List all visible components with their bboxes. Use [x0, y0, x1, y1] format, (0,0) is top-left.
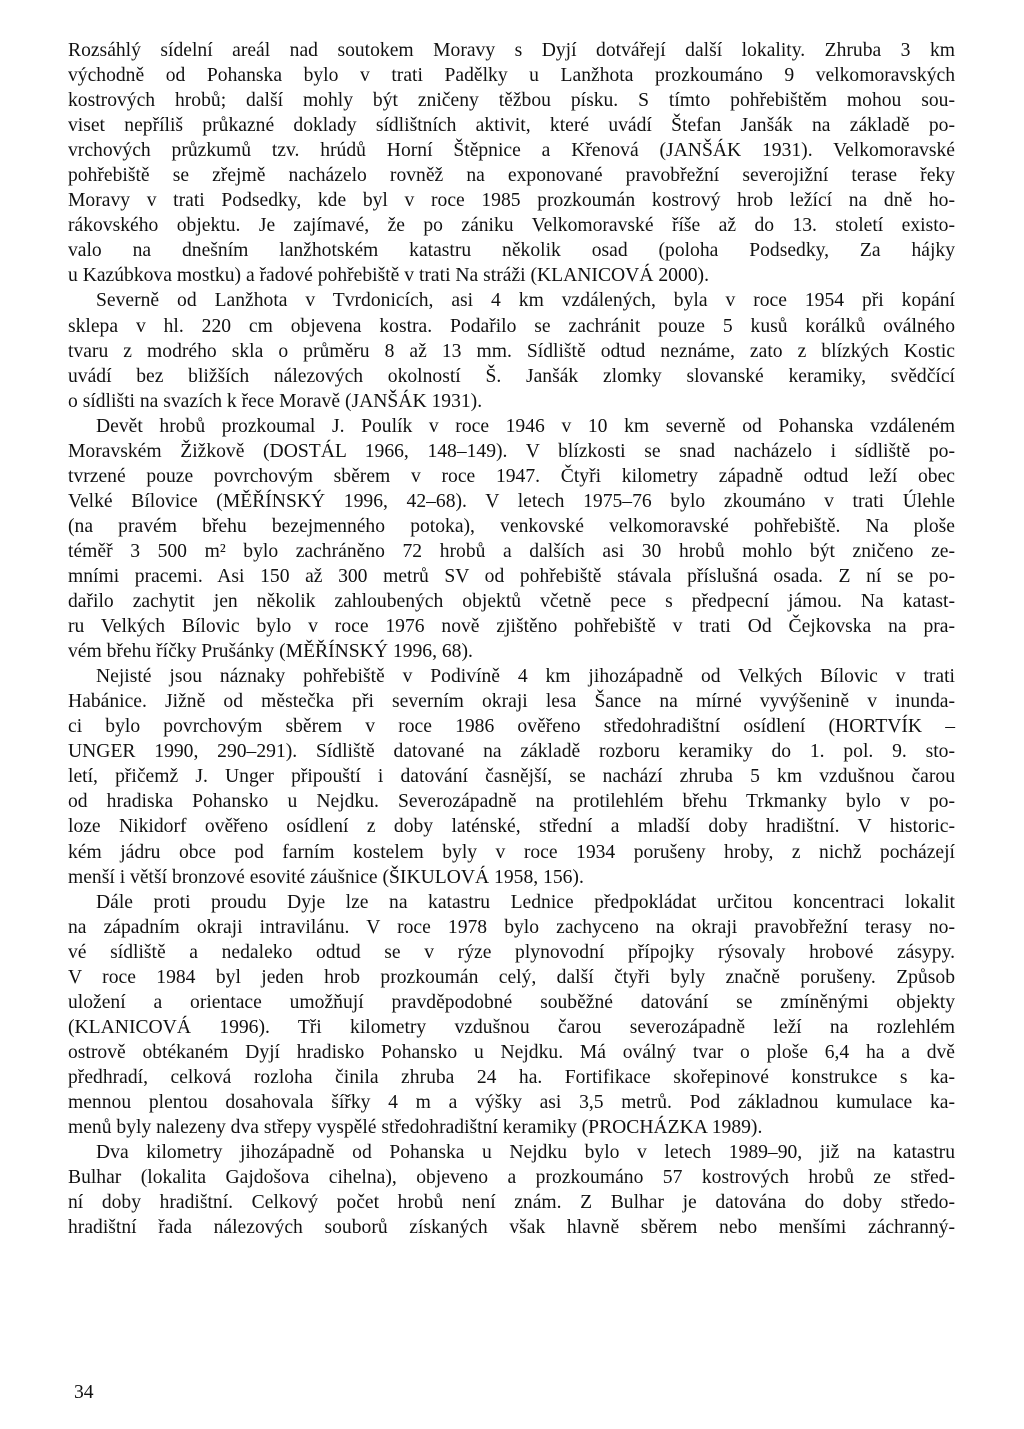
text-line-12: sklepa v hl. 220 cm objevena kostra. Podařilo se zachránit pouze 5 kusů korálků oválného	[68, 315, 955, 337]
text-line-10: u Kazúbkova mostku) a řadové pohřebiště v trati Na stráži (KLANICOVÁ 2000).	[68, 265, 709, 287]
text-line-30: letí, přičemž J. Unger připouští i datování časnější, se nachází zhruba 5 km vzdušnou čarou	[68, 766, 955, 788]
text-line-45: Dva kilometry jihozápadně od Pohanska u Nejdku bylo v letech 1989–90, již na katastru	[96, 1142, 955, 1164]
text-line-44: menů byly nalezeny dva střepy vyspělé středohradištní keramiky (PROCHÁZKA 1989).	[68, 1117, 763, 1139]
text-line-02: východně od Pohanska bylo v trati Padělky u Lanžhota prozkoumáno 9 velkomoravských	[68, 65, 955, 87]
text-line-08: rákovského objektu. Je zajímavé, že po zániku Velkomoravské říše až do 13. století existo-	[68, 215, 955, 237]
text-line-27: Habánice. Jižně od městečka při severním okraji lesa Šance na mírné vyvýšenině v inunda-	[68, 691, 955, 713]
text-line-04: viset nepříliš průkazné doklady sídlištních aktivit, které uvádí Štefan Janšák na základě po-	[68, 115, 955, 137]
text-line-38: V roce 1984 byl jeden hrob prozkoumán celý, další čtyři byly značně porušeny. Způsob	[68, 966, 955, 988]
text-line-26: Nejisté jsou náznaky pohřebiště v Podivíně 4 km jihozápadně od Velkých Bílovic v trati	[96, 666, 955, 688]
text-line-37: vé sídliště a nedaleko odtud se v rýze plynovodní přípojky rýsovaly hrobové zásypy.	[68, 941, 955, 963]
text-line-05: vrchových průzkumů tzv. hrúdů Horní Štěpnice a Křenová (JANŠÁK 1931). Velkomoravské	[68, 140, 955, 162]
text-line-39: uložení a orientace umožňují pravděpodobné souběžné datování se zmíněnými objekty	[68, 991, 955, 1013]
text-line-34: menší i větší bronzové esovité záušnice (ŠIKULOVÁ 1958, 156).	[68, 866, 584, 888]
body-text	[68, 38, 955, 1240]
text-line-46: Bulhar (lokalita Gajdošova cihelna), objeveno a prozkoumáno 57 kostrových hrobů ze střed-	[68, 1167, 955, 1189]
text-line-06: pohřebiště se zřejmě nacházelo rovněž na exponované pravobřežní severojižní terase řeky	[68, 165, 955, 187]
page-number: 34	[74, 1382, 94, 1403]
text-line-48: hradištní řada nálezových souborů získaných však hlavně sběrem nebo menšími záchranný-	[68, 1217, 955, 1239]
text-line-33: kém jádru obce pod farním kostelem byly v roce 1934 porušeny hroby, z nichž pocházejí	[68, 841, 955, 863]
text-line-35: Dále proti proudu Dyje lze na katastru Lednice předpokládat určitou koncentraci lokalit	[96, 891, 955, 913]
text-line-22: mními pracemi. Asi 150 až 300 metrů SV od pohřebiště stávala příslušná osada. Z ní se po-	[68, 565, 955, 587]
text-line-32: loze Nikidorf ověřeno osídlení z doby laténské, střední a mladší doby hradištní. V historic-	[68, 816, 955, 838]
text-line-19: Velké Bílovice (MĚŘÍNSKÝ 1996, 42–68). V letech 1975–76 bylo zkoumáno v trati Úlehle	[68, 490, 955, 512]
text-line-14: uvádí bez bližších nálezových okolností Š. Janšák zlomky slovanské keramiky, svědčící	[68, 365, 955, 387]
text-line-40: (KLANICOVÁ 1996). Tři kilometry vzdušnou čarou severozápadně leží na rozlehlém	[68, 1016, 955, 1038]
text-line-25: vém břehu říčky Prušánky (MĚŘÍNSKÝ 1996, 68).	[68, 641, 473, 663]
text-line-42: předhradí, celková rozloha činila zhruba 24 ha. Fortifikace skořepinové konstrukce s ka-	[68, 1066, 955, 1088]
text-line-23: dařilo zachytit jen několik zahloubených objektů včetně pece s předpecní jámou. Na katast-	[68, 591, 955, 613]
text-line-47: ní doby hradištní. Celkový počet hrobů není znám. Z Bulhar je datována do doby středo-	[68, 1192, 955, 1214]
text-line-03: kostrových hrobů; další mohly být zničeny těžbou písku. S tímto pohřebištěm mohou sou-	[68, 90, 955, 112]
text-line-20: (na pravém břehu bezejmenného potoka), venkovské velkomoravské pohřebiště. Na ploše	[68, 515, 955, 537]
text-line-09: valo na dnešním lanžhotském katastru několik osad (poloha Podsedky, Za hájky	[68, 240, 955, 262]
text-line-28: ci bylo povrchovým sběrem v roce 1986 ověřeno středohradištní osídlení (HORTVÍK –	[68, 716, 955, 738]
text-line-18: tvrzené pouze povrchovým sběrem v roce 1947. Čtyři kilometry západně odtud leží obec	[68, 465, 955, 487]
text-line-07: Moravy v trati Podsedky, kde byl v roce 1985 prozkoumán kostrový hrob ležící na dně ho-	[68, 190, 955, 212]
text-line-17: Moravském Žižkově (DOSTÁL 1966, 148–149). V blízkosti se snad nacházelo i sídliště po-	[68, 440, 955, 462]
text-line-15: o sídlišti na svazích k řece Moravě (JANŠÁK 1931).	[68, 390, 483, 412]
text-line-13: tvaru z modrého skla o průměru 8 až 13 mm. Sídliště odtud neznáme, zato z blízkých Kostic	[68, 340, 955, 362]
text-line-11: Severně od Lanžhota v Tvrdonicích, asi 4 km vzdálených, byla v roce 1954 při kopání	[96, 290, 955, 312]
text-line-29: UNGER 1990, 290–291). Sídliště datované na základě rozboru keramiky do 1. pol. 9. sto-	[68, 741, 955, 763]
text-line-21: téměř 3 500 m² bylo zachráněno 72 hrobů a dalších asi 30 hrobů mohlo být zničeno ze-	[68, 540, 955, 562]
text-line-43: mennou plentou dosahovala šířky 4 m a výšky asi 3,5 metrů. Pod základnou kumulace ka-	[68, 1091, 955, 1113]
text-line-41: ostrově obtékaném Dyjí hradisko Pohansko u Nejdku. Má oválný tvar o ploše 6,4 ha a dvě	[68, 1041, 955, 1063]
text-line-31: od hradiska Pohansko u Nejdku. Severozápadně na protilehlém břehu Trkmanky bylo v po-	[68, 791, 955, 813]
text-line-01: Rozsáhlý sídelní areál nad soutokem Moravy s Dyjí dotvářejí další lokality. Zhruba 3 km	[68, 40, 955, 61]
text-line-24: ru Velkých Bílovic bylo v roce 1976 nově zjištěno pohřebiště v trati Od Čejkovska na pra-	[68, 616, 955, 638]
text-line-36: na západním okraji intravilánu. V roce 1978 bylo zachyceno na okraji pravobřežní terasy no-	[68, 916, 955, 938]
text-line-16: Devět hrobů prozkoumal J. Poulík v roce 1946 v 10 km severně od Pohanska vzdáleném	[96, 415, 955, 437]
